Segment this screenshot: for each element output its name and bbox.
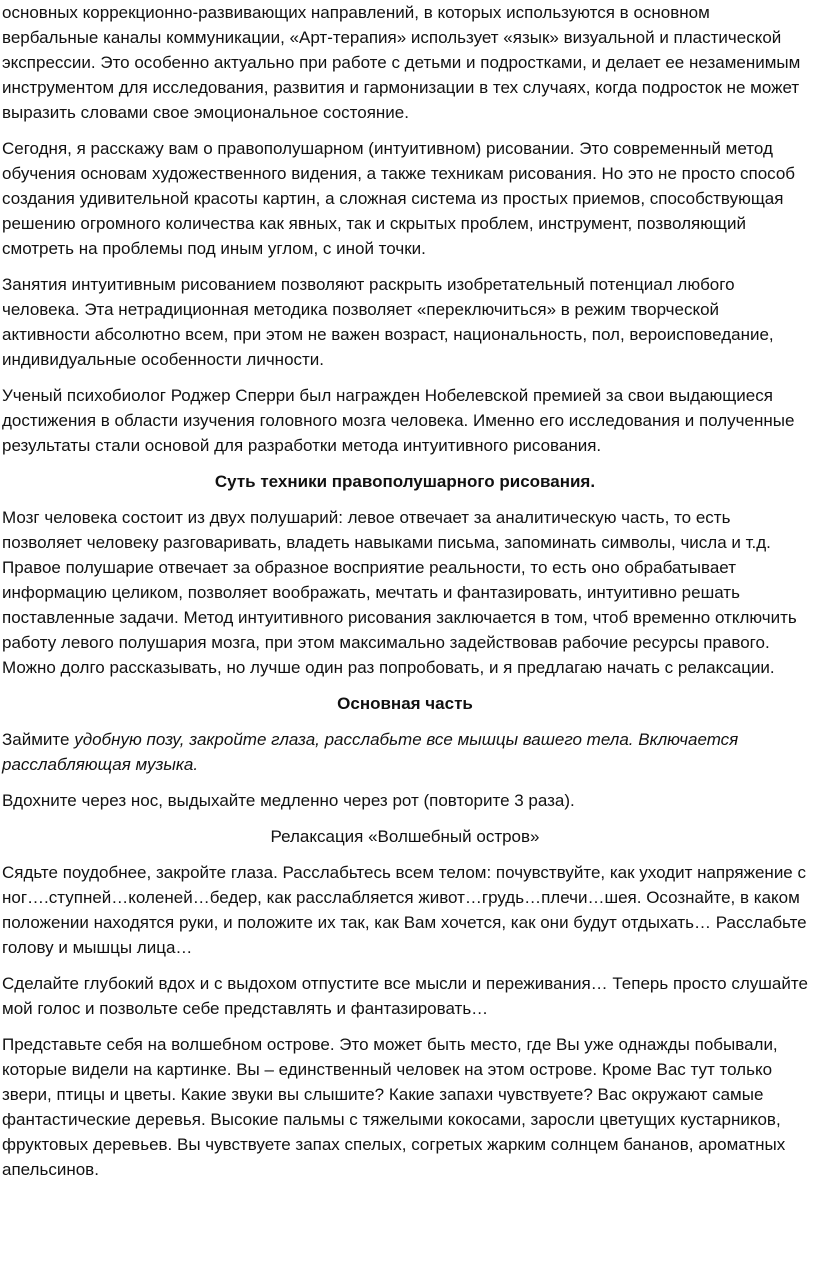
section-heading-main-part: Основная часть — [337, 694, 473, 713]
paragraph-relax-body: Сядьте поудобнее, закройте глаза. Расслабьтесь всем телом: почувствуйте, как уходит напряжение с ног….ступней…коленей…бедер, как расслабляется живот…грудь…плечи…шея. Осознайте, в каком положении находятся руки, и положите их так, как Вам хочется, как они будут отдыхать… Расслабьте голову и мышцы лица… — [2, 863, 807, 957]
section-heading-relaxation: Релаксация «Волшебный остров» — [270, 827, 540, 846]
paragraph-intro-right-brain: Сегодня, я расскажу вам о правополушарном (интуитивном) рисовании. Это современный метод обучения основам художественного видения, а также техникам рисования. Но это не просто способ создания удивительной красоты картин, а сложная система из простых приемов, способствующая решению огромного количества как явных, так и скрытых проблем, инструмент, позволяющий смотреть на проблемы под иным углом, с иной точки. — [2, 139, 796, 258]
paragraph-relaxation-offer: Можно долго рассказывать, но лучше один раз попробовать, и я предлагаю начать с релаксации. — [2, 658, 775, 677]
paragraph-hemispheres: Мозг человека состоит из двух полушарий: левое отвечает за аналитическую часть, то есть позволяет человеку разговаривать, владеть навыками письма, запоминать символы, числа и т.д. Правое полушарие отвечает за образное восприятие реальности, то есть оно обрабатывает информацию целиком, позволяет воображать, мечтать и фантазировать, интуитивно решать поставленные задачи. Метод интуитивного рисования заключается в том, чтоб временно отключить работу левого полушария мозга, при этом максимально задействовав рабочие ресурсы правого. — [2, 508, 797, 652]
paragraph-intuitive-drawing-benefits: Занятия интуитивным рисованием позволяют раскрыть изобретательный потенциал любого человека. Эта нетрадиционная методика позволяет «переключиться» в режим творческой активности абсолютно всем, при этом не важен возраст, национальность, пол, вероисповедание, индивидуальные особенности личности. — [2, 275, 774, 369]
section-heading-technique: Суть техники правополушарного рисования. — [214, 472, 596, 491]
text-take-position-start: Займите — [2, 730, 75, 749]
paragraph-breathing: Вдохните через нос, выдыхайте медленно через рот (повторите 3 раза). — [2, 791, 575, 810]
paragraph-magic-island: Представьте себя на волшебном острове. Это может быть место, где Вы уже однажды побывали, которые видели на картинке. Вы – единственный человек на этом острове. Кроме Вас тут только звери, птицы и цветы. Какие звуки вы слышите? Какие запахи чувствуете? Вас окружают самые фантастические деревья. Высокие пальмы с тяжелыми кокосами, заросли цветущих кустарников, фруктовых деревьев. Вы чувствуете запах спелых, согретых жарким солнцем бананов, ароматных апельсинов. — [2, 1035, 786, 1179]
paragraph-art-therapy: основных коррекционно-развивающих направлений, в которых используются в основном вербальные каналы коммуникации, «Арт-терапия» использует «язык» визуальной и пластической экспрессии. Это особенно актуально при работе с детьми и подростками, и делает ее незаменимым инструментом для исследования, развития и гармонизации в тех случаях, когда подросток не может выразить словами свое эмоциональное состояние. — [2, 3, 801, 122]
text-take-position-italic: удобную позу, закройте глаза, расслабьте все мышцы вашего тела. Включается расслабляющая музыка. — [2, 730, 739, 774]
paragraph-sperry: Ученый психобиолог Роджер Сперри был награжден Нобелевской премией за свои выдающиеся достижения в области изучения головного мозга человека. Именно его исследования и полученные результаты стали основой для разработки метода интуитивного рисования. — [2, 386, 795, 455]
paragraph-take-position — [2, 727, 808, 777]
paragraph-deep-breath: Сделайте глубокий вдох и с выдохом отпустите все мысли и переживания… Теперь просто слушайте мой голос и позвольте себе представлять и фантазировать… — [2, 974, 808, 1018]
